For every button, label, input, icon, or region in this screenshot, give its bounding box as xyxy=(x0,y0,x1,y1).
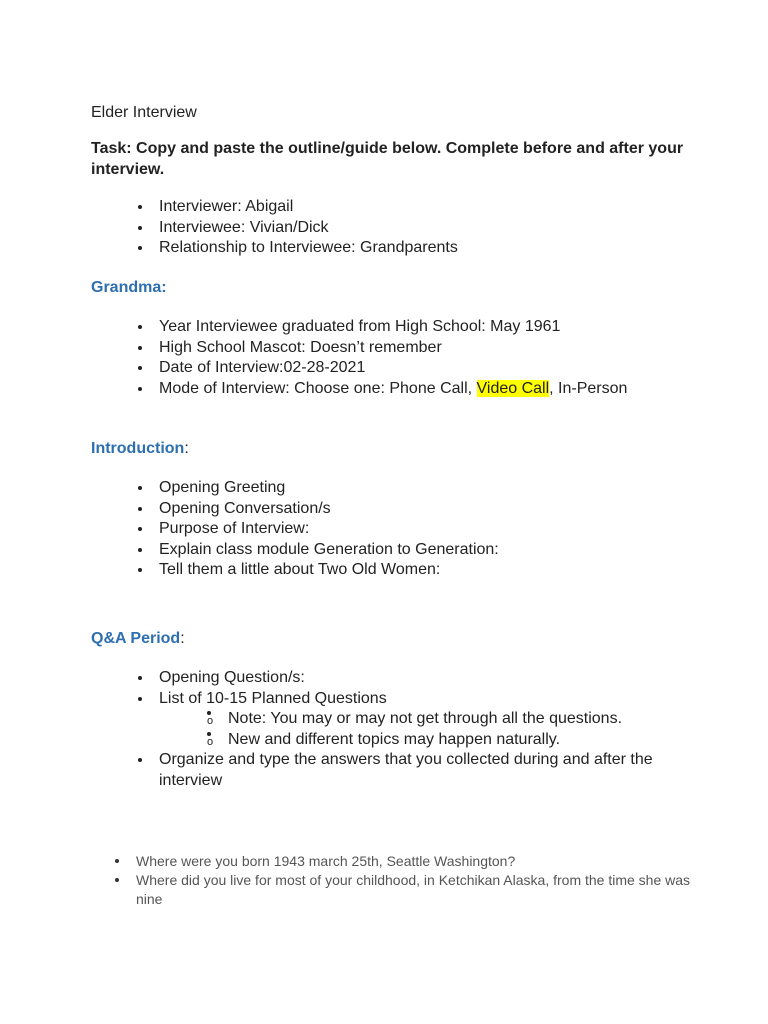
list-item-label: List of 10-15 Planned Questions xyxy=(159,689,387,707)
qa-list xyxy=(0,668,679,791)
section-heading-grandma: Grandma: xyxy=(91,279,167,296)
heading-text: Introduction xyxy=(91,440,185,457)
interview-mode-item xyxy=(0,379,639,400)
mode-suffix: , In-Person xyxy=(549,379,628,397)
list-item: Explain class module Generation to Generation: xyxy=(0,540,679,561)
task-instructions: Task: Copy and paste the outline/guide below. Complete before and after your interview. xyxy=(91,140,684,178)
list-item: Interviewer: Abigail xyxy=(0,197,679,218)
mode-prefix: Mode of Interview: Choose one: Phone Call, xyxy=(159,379,477,397)
heading-text: Q&A Period xyxy=(91,630,181,647)
list-item: Tell them a little about Two Old Women: xyxy=(0,560,679,581)
list-item: Interviewee: Vivian/Dick xyxy=(0,218,679,239)
list-item: Opening Greeting xyxy=(0,478,679,499)
section-heading-introduction xyxy=(91,440,189,458)
list-item xyxy=(0,689,679,751)
section-heading-qa xyxy=(91,630,185,648)
sub-list-item: o Note: You may or may not get through all the questions. xyxy=(0,709,698,730)
answer-item: Where were you born 1943 march 25th, Seattle Washington? xyxy=(0,852,696,871)
list-item: Opening Question/s: xyxy=(0,668,679,689)
list-item: Date of Interview:02-28-2021 xyxy=(0,358,679,379)
sub-list xyxy=(0,709,679,750)
document-title: Elder Interview xyxy=(91,104,197,121)
list-item: Relationship to Interviewee: Grandparents xyxy=(0,238,679,259)
answers-list xyxy=(0,852,696,909)
list-item: Year Interviewee graduated from High School: May 1961 xyxy=(0,317,679,338)
interview-info-list xyxy=(0,197,679,259)
list-item: Opening Conversation/s xyxy=(0,499,679,520)
list-item: Organize and type the answers that you collected during and after the interview xyxy=(0,750,679,791)
grandma-details-list xyxy=(0,317,679,399)
mode-highlight: Video Call xyxy=(476,379,550,397)
answer-item: Where did you live for most of your childhood, in Ketchikan Alaska, from the time she was nine xyxy=(0,871,696,909)
heading-colon: : xyxy=(184,440,189,457)
list-item: Purpose of Interview: xyxy=(0,519,679,540)
introduction-list xyxy=(0,478,679,581)
list-item: High School Mascot: Doesn’t remember xyxy=(0,338,679,359)
sub-list-item: o New and different topics may happen naturally. xyxy=(0,730,698,751)
heading-colon: : xyxy=(180,630,185,647)
